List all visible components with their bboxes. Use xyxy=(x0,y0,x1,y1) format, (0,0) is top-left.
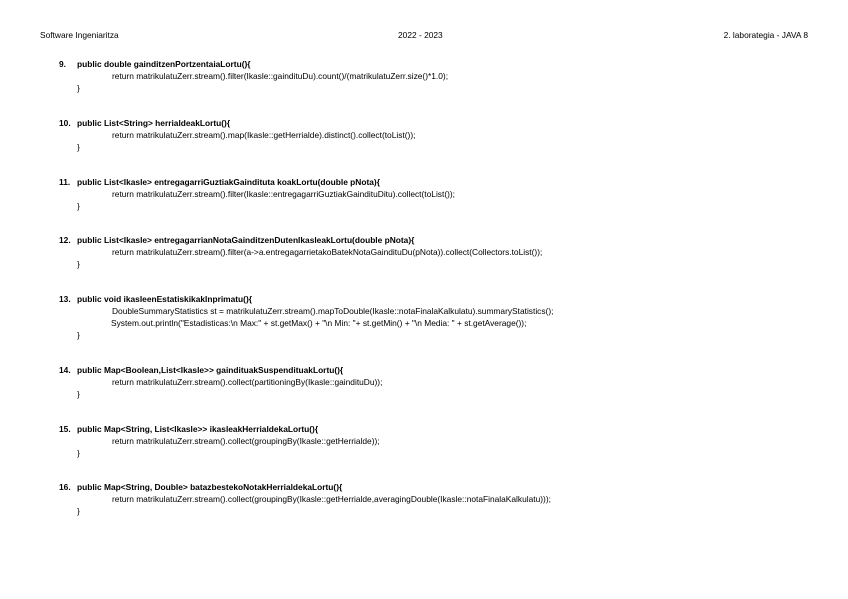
method-signature: public double gainditzenPortzentaiaLortu(){ xyxy=(77,59,251,69)
code-item-11 xyxy=(59,176,819,212)
item-number: 16. xyxy=(59,482,71,492)
method-body-line: return matrikulatuZerr.stream().collect(groupingBy(Ikasle::getHerrialde,averagingDouble(Ikasle::notaFinalaKalkulatu))); xyxy=(112,494,551,504)
method-signature: public Map<String, Double> batazbestekoNotakHerrialdekaLortu(){ xyxy=(77,482,343,492)
method-signature: public List<Ikasle> entregagarriGuztiakGaindituta koakLortu(double pNota){ xyxy=(77,177,380,187)
item-number: 15. xyxy=(59,424,71,434)
method-body-line: return matrikulatuZerr.stream().filter(Ikasle::gaindituDu).count()/(matrikulatuZerr.size()*1.0); xyxy=(112,71,449,81)
closing-brace: } xyxy=(77,259,80,269)
header-lab-title: 2. laborategia - JAVA 8 xyxy=(723,30,808,40)
method-body-line: return matrikulatuZerr.stream().filter(Ikasle::entregagarriGuztiakGaindituDitu).collect(toList()); xyxy=(112,189,456,199)
method-body-line: return matrikulatuZerr.stream().filter(a->a.entregagarrietakoBatekNotaGaindituDu(pNota)).collect(Collectors.toList()); xyxy=(112,247,543,257)
item-number: 13. xyxy=(59,294,71,304)
closing-brace: } xyxy=(77,142,80,152)
method-signature: public List<String> herrialdeakLortu(){ xyxy=(77,118,231,128)
closing-brace: } xyxy=(77,389,80,399)
item-number: 9. xyxy=(59,59,66,69)
item-number: 14. xyxy=(59,365,71,375)
closing-brace: } xyxy=(77,330,80,340)
closing-brace: } xyxy=(77,448,80,458)
code-item-13 xyxy=(59,293,819,341)
method-signature: public List<Ikasle> entregagarrianNotaGainditzenDutenIkasleakLortu(double pNota){ xyxy=(77,235,415,245)
method-body-line: return matrikulatuZerr.stream().map(Ikasle::getHerrialde).distinct().collect(toList()); xyxy=(112,130,416,140)
item-number: 11. xyxy=(59,177,71,187)
code-item-15 xyxy=(59,423,819,459)
method-signature: public void ikasleenEstatiskikakInprimatu(){ xyxy=(77,294,252,304)
code-item-12 xyxy=(59,234,819,270)
method-signature: public Map<String, List<Ikasle>> ikasleakHerrialdekaLortu(){ xyxy=(77,424,319,434)
method-body-line: System.out.println("Estadisticas:\n Max:" + st.getMax() + "\n Min: "+ st.getMin() + "\n Media: " + st.getAverage()); xyxy=(111,318,527,328)
header-course-title: Software Ingeniaritza xyxy=(40,30,119,40)
code-item-9 xyxy=(59,58,819,94)
code-item-14 xyxy=(59,364,819,400)
header-academic-year: 2022 - 2023 xyxy=(398,30,443,40)
code-item-10 xyxy=(59,117,819,153)
method-body-line: return matrikulatuZerr.stream().collect(partitioningBy(Ikasle::gaindituDu)); xyxy=(112,377,383,387)
page-header xyxy=(40,30,808,42)
method-body-line: return matrikulatuZerr.stream().collect(groupingBy(Ikasle::getHerrialde)); xyxy=(112,436,380,446)
item-number: 12. xyxy=(59,235,71,245)
method-signature: public Map<Boolean,List<Ikasle>> gaindituakSuspendituakLortu(){ xyxy=(77,365,344,375)
item-number: 10. xyxy=(59,118,71,128)
closing-brace: } xyxy=(77,201,80,211)
method-body-line: DoubleSummaryStatistics st = matrikulatuZerr.stream().mapToDouble(Ikasle::notaFinalaKalkulatu).summaryStatistics(); xyxy=(112,306,554,316)
closing-brace: } xyxy=(77,83,80,93)
closing-brace: } xyxy=(77,506,80,516)
code-item-16 xyxy=(59,481,819,517)
